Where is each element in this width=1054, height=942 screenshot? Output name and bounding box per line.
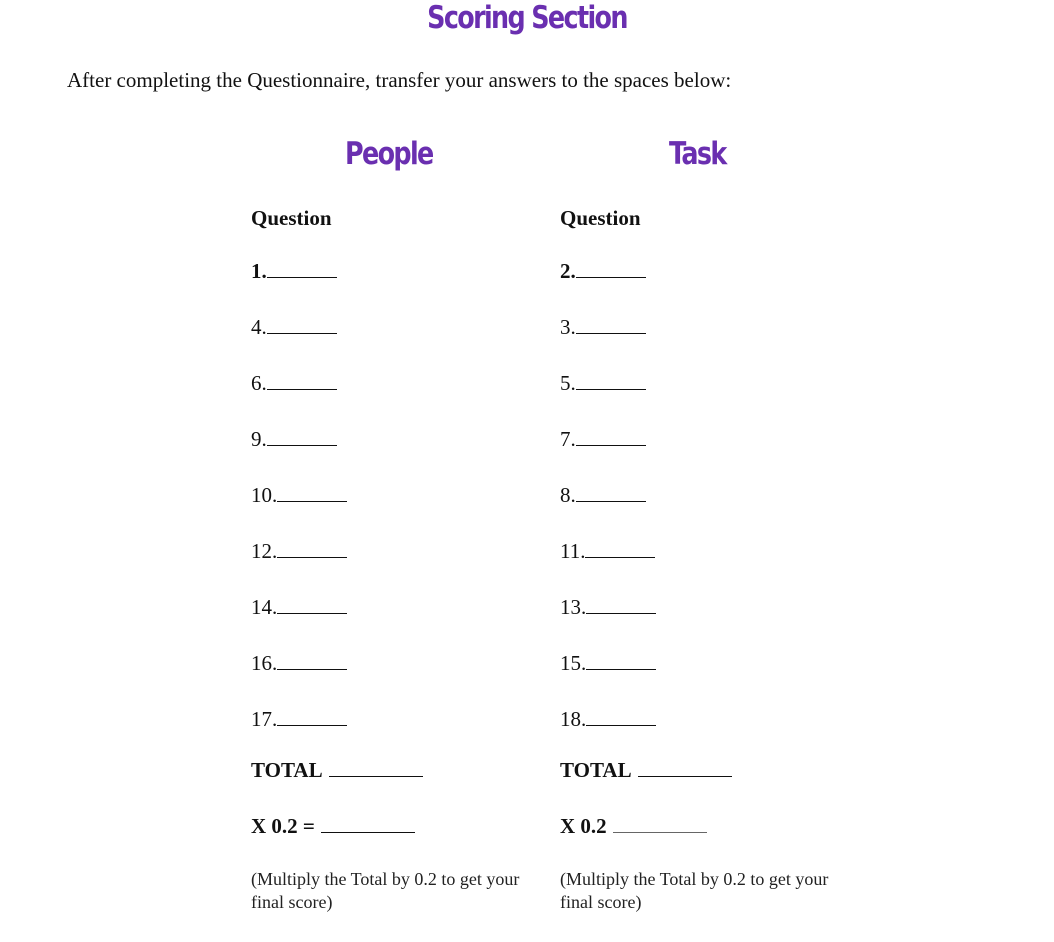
answer-blank[interactable] [576, 425, 646, 446]
page-title: Scoring Section [427, 0, 627, 36]
task-total-row [560, 756, 732, 784]
answer-blank[interactable] [277, 481, 347, 502]
answer-blank[interactable] [267, 313, 337, 334]
answer-blank[interactable] [586, 705, 656, 726]
answer-blank[interactable] [576, 313, 646, 334]
people-answer-row [251, 481, 347, 509]
answer-blank[interactable] [576, 257, 646, 278]
task-multiplier-row [560, 812, 707, 840]
people-answer-row [251, 313, 337, 341]
answer-blank[interactable] [267, 425, 337, 446]
task-answer-row [560, 705, 656, 733]
final-score-blank[interactable] [613, 812, 707, 833]
final-score-blank[interactable] [321, 812, 415, 833]
task-answer-row [560, 537, 655, 565]
task-answer-row [560, 481, 646, 509]
task-answer-row [560, 649, 656, 677]
question-number: 13. [560, 595, 587, 619]
total-label: TOTAL [560, 758, 632, 782]
people-question-label: Question [251, 206, 332, 230]
multiplier-label: X 0.2 = [251, 814, 315, 838]
people-total-row [251, 756, 423, 784]
question-number: 10. [251, 483, 278, 507]
total-label: TOTAL [251, 758, 323, 782]
people-column [251, 204, 541, 912]
question-number: 17. [251, 707, 278, 731]
answer-blank[interactable] [267, 257, 337, 278]
answer-blank[interactable] [585, 537, 655, 558]
people-answer-row [251, 425, 337, 453]
task-answer-row [560, 257, 646, 285]
task-answer-row [560, 369, 646, 397]
question-number: 1. [251, 259, 267, 283]
multiplier-label: X 0.2 [560, 814, 607, 838]
question-number: 6. [251, 371, 267, 395]
answer-blank[interactable] [586, 593, 656, 614]
people-answer-row [251, 257, 337, 285]
answer-blank[interactable] [586, 649, 656, 670]
question-number: 8. [560, 483, 576, 507]
question-number: 14. [251, 595, 278, 619]
question-number: 5. [560, 371, 576, 395]
people-answer-row [251, 537, 347, 565]
question-number: 2. [560, 259, 576, 283]
question-number: 9. [251, 427, 267, 451]
answer-blank[interactable] [267, 369, 337, 390]
question-number: 11. [560, 539, 586, 563]
intro-text: After completing the Questionnaire, transfer your answers to the spaces below: [67, 68, 732, 92]
people-answer-row [251, 705, 347, 733]
total-blank[interactable] [329, 756, 423, 777]
people-answer-row [251, 593, 347, 621]
people-answer-row [251, 369, 337, 397]
people-heading: People [345, 136, 433, 172]
question-number: 16. [251, 651, 278, 675]
answer-blank[interactable] [277, 649, 347, 670]
task-answer-row [560, 425, 646, 453]
question-number: 4. [251, 315, 267, 339]
task-heading: Task [669, 136, 726, 172]
people-note: (Multiply the Total by 0.2 to get your final score) [251, 869, 520, 912]
task-note: (Multiply the Total by 0.2 to get your final score) [560, 869, 829, 912]
task-answer-row [560, 313, 646, 341]
question-number: 18. [560, 707, 587, 731]
total-blank[interactable] [638, 756, 732, 777]
question-number: 7. [560, 427, 576, 451]
people-answer-row [251, 649, 347, 677]
answer-blank[interactable] [277, 537, 347, 558]
question-number: 15. [560, 651, 587, 675]
task-answer-row [560, 593, 656, 621]
question-number: 3. [560, 315, 576, 339]
answer-blank[interactable] [277, 705, 347, 726]
answer-blank[interactable] [576, 481, 646, 502]
question-number: 12. [251, 539, 278, 563]
people-multiplier-row [251, 812, 415, 840]
task-question-label: Question [560, 206, 641, 230]
answer-blank[interactable] [277, 593, 347, 614]
answer-blank[interactable] [576, 369, 646, 390]
task-column [560, 204, 850, 912]
